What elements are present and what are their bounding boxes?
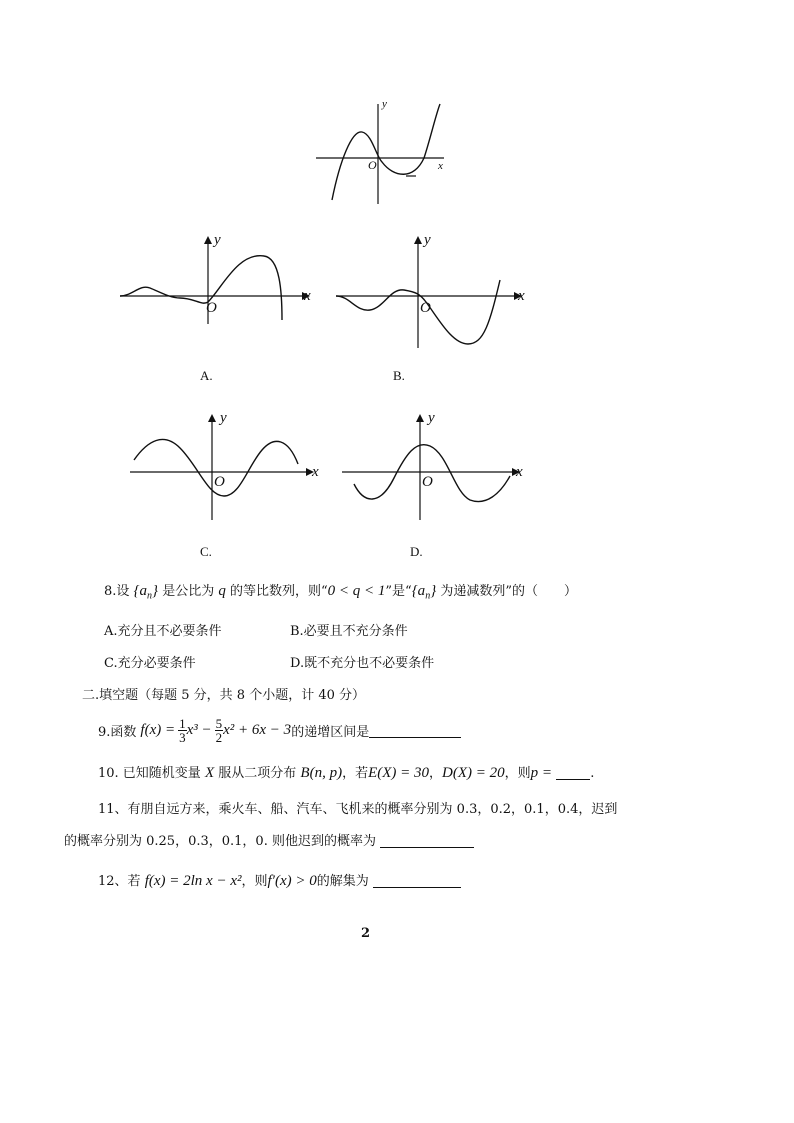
q8-option-a: A.充分且不必要条件 xyxy=(104,624,222,639)
question-8: 8.设 $\{a_n\}$ 是公比为 q 的等比数列，则“0 < q < 1”是“$\{a_n\}$ 为递减数列”的（ ） xyxy=(104,583,577,602)
question-10: 10. 已知随机变量 X 服从二项分布 B(n, p)，若E(X) = 30，D(X) = 20，则p = . xyxy=(98,765,595,781)
graph-top-svg xyxy=(310,100,450,210)
q9-answer-blank[interactable] xyxy=(369,723,461,738)
graph-d xyxy=(340,410,540,525)
question-12: 12、若 f(x) = 2ln x − x²，则f′(x) > 0的解集为 xyxy=(98,870,461,890)
option-a-label: A. xyxy=(200,368,213,383)
fraction-1-3: $\frac{1}{3}$ xyxy=(179,715,186,745)
x-label: x xyxy=(312,464,319,480)
y-label: y xyxy=(214,232,221,248)
graph-d-svg xyxy=(340,410,540,525)
question-9: 9.函数 f(x) = $\frac{1}{3}$ x³ − $\frac{5}{2}$ x² + 6x − 3 的递增区间是 xyxy=(98,710,461,750)
graph-a xyxy=(118,232,318,327)
graph-c xyxy=(128,410,328,525)
section-2-heading: 二.填空题（每题 5 分，共 8 个小题，计 40 分） xyxy=(82,688,366,703)
q11-answer-blank[interactable] xyxy=(380,833,474,848)
option-d-label: D. xyxy=(410,544,423,559)
option-b-label: B. xyxy=(393,368,405,383)
y-label: y xyxy=(220,410,227,426)
q8-option-c: C.充分必要条件 xyxy=(104,656,196,671)
q8-option-d: D.既不充分也不必要条件 xyxy=(290,656,435,671)
graph-b-svg xyxy=(334,232,534,352)
origin-label: O xyxy=(420,300,431,316)
x-label: x xyxy=(438,160,443,172)
origin-label: O xyxy=(422,474,433,490)
y-label: y xyxy=(428,410,435,426)
question-11-line-2: 的概率分别为 0.25，0.3，0.1，0. 则他迟到的概率为 xyxy=(64,830,474,849)
option-c-label: C. xyxy=(200,544,212,559)
q8-option-b: B.必要且不充分条件 xyxy=(290,624,408,639)
origin-label: O xyxy=(214,474,225,490)
x-label: x xyxy=(304,288,311,304)
question-11-line-1: 11、有朋自远方来，乘火车、船、汽车、飞机来的概率分别为 0.3，0.2，0.1，0.4，迟到 xyxy=(98,802,618,817)
curve xyxy=(332,104,440,200)
y-label: y xyxy=(382,98,387,110)
q12-answer-blank[interactable] xyxy=(373,873,461,888)
origin-label: O xyxy=(368,158,377,172)
origin-label: O xyxy=(206,300,217,316)
page-number: 2 xyxy=(361,926,371,941)
fraction-5-2: $\frac{5}{2}$ xyxy=(215,715,223,745)
x-label: x xyxy=(516,464,523,480)
graph-b xyxy=(334,232,534,352)
graph-top xyxy=(310,100,450,210)
graph-c-svg xyxy=(128,410,328,525)
y-label: y xyxy=(424,232,431,248)
x-label: x xyxy=(518,288,525,304)
q10-answer-blank[interactable] xyxy=(556,765,590,780)
